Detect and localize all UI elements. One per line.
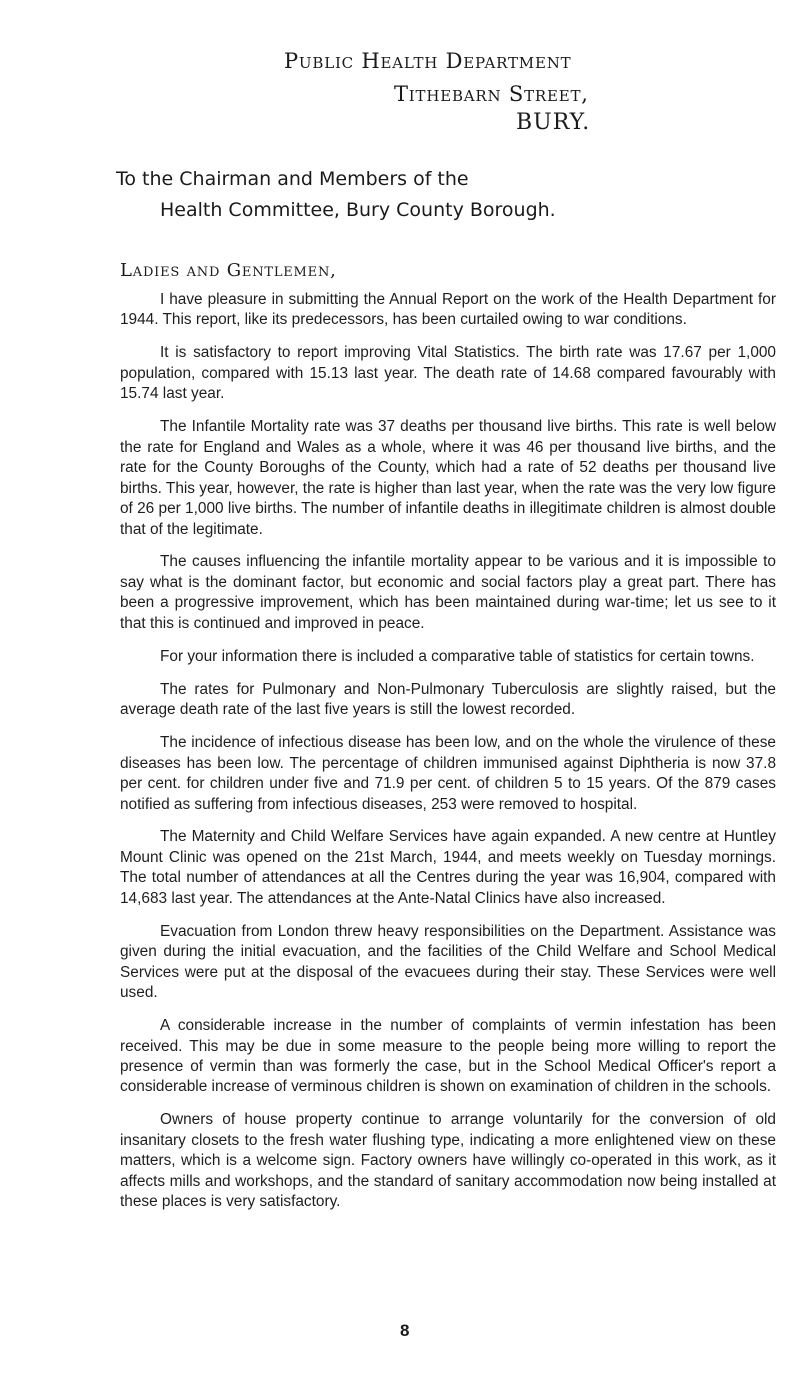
paragraph: It is satisfactory to report improving Vital Statistics. The birth rate was 17.67 per 1,000 population, compared with 15.13 last year. The death rate of 14.68 compared favourably with 15.74 last year.	[120, 344, 776, 403]
paragraph: A considerable increase in the number of complaints of vermin infestation has been received. This may be due in some measure to the people being more willing to report the presence of vermin than was formerly the case, but in the School Medical Officer's report a considerable increase of verminous children is shown on examination of children in the schools.	[120, 1017, 776, 1096]
addressee-line-1: To the Chairman and Members of the	[116, 168, 469, 190]
paragraph: The rates for Pulmonary and Non-Pulmonary Tuberculosis are slightly raised, but the average death rate of the last five years is still the lowest recorded.	[120, 680, 776, 719]
paragraph: The causes influencing the infantile mortality appear to be various and it is impossible to say what is the dominant factor, but economic and social factors play a great part. There has been a progressive improvement, which has been maintained during war-time; let us see to it that this is continued and improved in peace.	[120, 553, 776, 632]
paragraph: I have pleasure in submitting the Annual Report on the work of the Health Department for 1944. This report, like its predecessors, has been curtailed owing to war conditions.	[120, 291, 776, 329]
addressee-line-2: Health Committee, Bury County Borough.	[160, 199, 556, 221]
paragraph: The Maternity and Child Welfare Services have again expanded. A new centre at Huntley Mount Clinic was opened on the 21st March, 1944, and meets weekly on Tuesday mornings. The total number of attendances at all the Centres during the year was 16,904, compared with 14,683 last year. The attendances at the Ante-Natal Clinics have also increased.	[120, 828, 776, 907]
street-address: Tithebarn Street,	[394, 82, 589, 106]
paragraph: The Infantile Mortality rate was 37 deaths per thousand live births. This rate is well below the rate for England and Wales as a whole, where it was 46 per thousand live births, and the rate for the County Boroughs of the County, which had a rate of 52 deaths per thousand live births. This year, however, the rate is higher than last year, when the rate was the very low figure of 26 per 1,000 live births. The number of infantile deaths in illegitimate children is almost double that of the legitimate.	[120, 418, 776, 538]
paragraph: Owners of house property continue to arrange voluntarily for the conversion of old insanitary closets to the fresh water flushing type, indicating a more enlightened view on these matters, which is a welcome sign. Factory owners have willingly co-operated in this work, as it affects mills and workshops, and the standard of sanitary accommodation now being installed at these places is very satisfactory.	[120, 1111, 776, 1211]
page-number: 8	[400, 1321, 410, 1340]
paragraph: Evacuation from London threw heavy responsibilities on the Department. Assistance was given during the initial evacuation, and the facilities of the Child Welfare and School Medical Services were put at the disposal of the evacuees during their stay. These Services were well used.	[120, 922, 776, 1002]
salutation: Ladies and Gentlemen,	[120, 260, 337, 281]
town-name: BURY.	[516, 110, 591, 135]
paragraph: The incidence of infectious disease has been low, and on the whole the virulence of these diseases has been low. The percentage of children immunised against Diphtheria is now 37.8 per cent. for children under five and 71.9 per cent. of children 5 to 15 years. Of the 879 cases notified as suffering from infectious diseases, 253 were removed to hospital.	[120, 734, 776, 813]
report-body	[120, 290, 776, 1225]
paragraph: For your information there is included a comparative table of statistics for certain towns.	[160, 647, 755, 665]
department-heading: Public Health Department	[284, 49, 572, 73]
